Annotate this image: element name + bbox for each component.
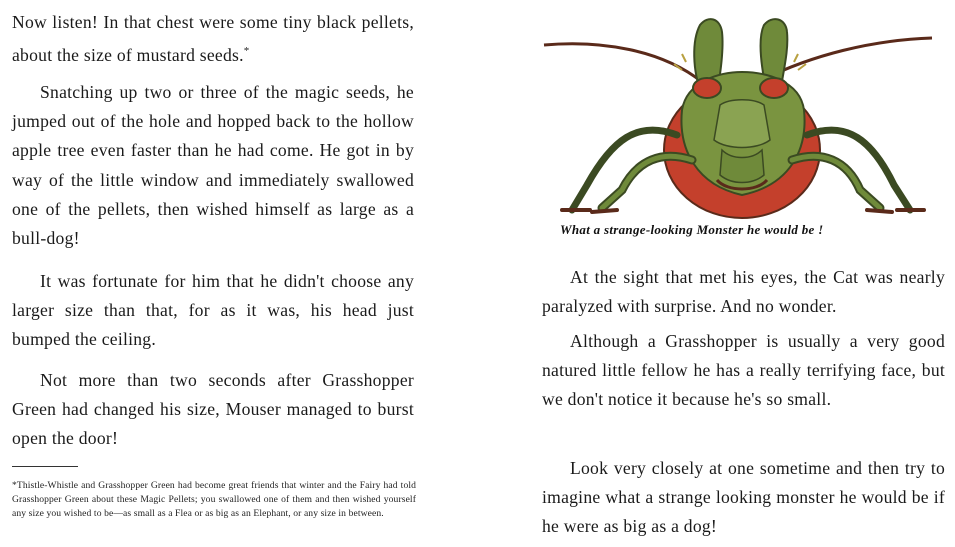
paragraph-3: It was fortunate for him that he didn't choose any larger size than that, for as it was, his head just bumped the ceiling. <box>12 271 414 350</box>
left-page <box>0 0 470 547</box>
paragraph-7: Look very closely at one sometime and then try to imagine what a strange looking monster he would be if he were as big as a dog! <box>542 458 945 537</box>
footnote-marker: * <box>243 45 250 58</box>
paragraph-5: At the sight that met his eyes, the Cat was nearly paralyzed with surprise. And no wonder. <box>542 267 945 317</box>
right-page <box>470 0 955 547</box>
paragraph-1: Now listen! In that chest were some tiny black pellets, about the size of mustard seeds.* <box>12 12 414 66</box>
grasshopper-illustration <box>542 10 937 222</box>
paragraph-6: Although a Grasshopper is usually a very good natured little fellow he has a really terrifying face, but we don't notice it because he's so small. <box>542 331 945 410</box>
paragraph-2: Snatching up two or three of the magic seeds, he jumped out of the hole and hopped back to the hollow apple tree even faster than he had come. He got in by way of the little window and immediately swallowed one of the pellets, then wished himself as large as a bull-dog! <box>12 82 414 249</box>
footnote: *Thistle-Whistle and Grasshopper Green had become great friends that winter and the Fairy had told Grasshopper Green about these Magic Pellets; you swallowed one of them and then wished yourself any size you wished to be—as small as a Flea or as big as an Elephant, or any size in between. <box>12 480 416 520</box>
footnote-divider <box>12 466 78 467</box>
paragraph-4: Not more than two seconds after Grasshopper Green had changed his size, Mouser managed to burst open the door! <box>12 370 414 449</box>
illustration-caption: What a strange-looking Monster he would be ! <box>560 222 824 237</box>
